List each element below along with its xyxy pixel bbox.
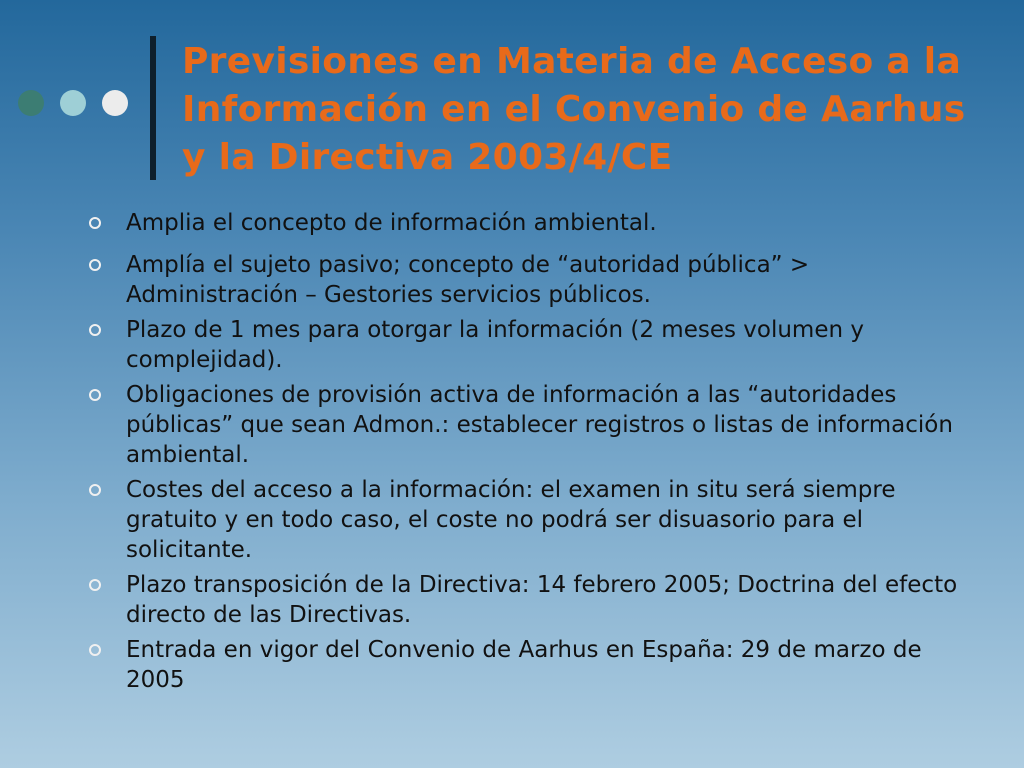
list-item (80, 635, 960, 695)
dot-light-icon (60, 90, 86, 116)
bullet-icon (89, 324, 101, 336)
bullet-icon (89, 644, 101, 656)
title-divider (150, 36, 156, 180)
list-item (80, 315, 960, 375)
list-item (80, 475, 960, 565)
bullet-icon (89, 389, 101, 401)
bullet-icon (89, 579, 101, 591)
slide-title: Previsiones en Materia de Acceso a la Información en el Convenio de Aarhus y la Directiva 2003/4/CE (182, 41, 966, 178)
decorative-dots (0, 90, 140, 124)
list-item-text: Obligaciones de provisión activa de información a las “autoridades públicas” que sean Admon.: establecer registros o listas de información ambiental. (126, 382, 953, 468)
list-item-text: Plazo de 1 mes para otorgar la información (2 meses volumen y complejidad). (126, 317, 864, 373)
list-item-text: Amplia el concepto de información ambiental. (126, 210, 657, 236)
list-item (80, 570, 960, 630)
list-item (80, 380, 960, 470)
bullet-list (80, 208, 960, 700)
dot-dark-icon (18, 90, 44, 116)
bullet-icon (89, 217, 101, 229)
dot-white-icon (102, 90, 128, 116)
list-item-text: Entrada en vigor del Convenio de Aarhus en España: 29 de marzo de 2005 (126, 637, 922, 693)
list-item (80, 250, 960, 310)
list-item-text: Plazo transposición de la Directiva: 14 febrero 2005; Doctrina del efecto directo de las Directivas. (126, 572, 958, 628)
bullet-icon (89, 259, 101, 271)
bullet-icon (89, 484, 101, 496)
list-item (80, 208, 960, 238)
list-item-text: Costes del acceso a la información: el examen in situ será siempre gratuito y en todo caso, el coste no podrá ser disuasorio para el solicitante. (126, 477, 896, 563)
list-item-text: Amplía el sujeto pasivo; concepto de “autoridad pública” > Administración – Gestories servicios públicos. (126, 252, 810, 308)
